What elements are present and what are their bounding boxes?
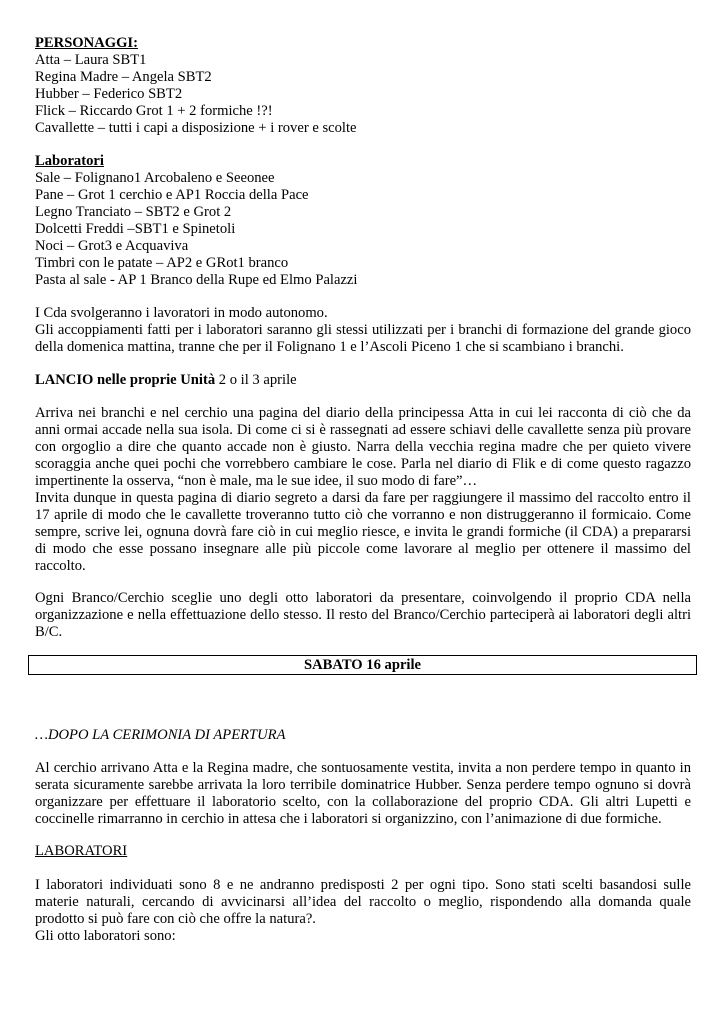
laboratori-line: Sale – Folignano1 Arcobaleno e Seeonee [35,170,275,186]
diario-line: scoraggia anche quei pochi che vorrebbero cambiare le cose. Parla nel diario di Flik e di come questo ragazzo [35,456,691,472]
diario-line: impertinente la osserva, “non è male, ma le sue idee, il suo modo di fare”… [35,473,478,489]
personaggi-line: Regina Madre – Angela SBT2 [35,69,212,85]
laboratori-line: Pane – Grot 1 cerchio e AP1 Roccia della Pace [35,187,309,203]
lancio-line [35,372,691,389]
laboratori-line: Timbri con le patate – AP2 e GRot1 branco [35,255,289,271]
cerchio-line: serata sicuramente sarebbe arrivata la loro terribile dominatrice Hubber. Senza perdere tempo ognuno si dovrà [35,777,691,793]
invito-line: raccolto. [35,558,86,574]
sabato-heading-box: SABATO 16 aprile [28,655,697,675]
diario-paragraph [35,405,691,490]
personaggi-section [35,35,691,137]
diario-line: con orgoglio a dire che quanto accade non è giusto. Narra della vecchia regina madre che per quieto vivere [35,439,691,455]
cda-line: I Cda svolgeranno i lavoratori in modo autonomo. [35,305,328,321]
cerchio-line: Al cerchio arrivano Atta e la Regina madre, che sontuosamente vestita, invita a non perdere tempo in quanto in [35,760,691,776]
cda-paragraph [35,305,691,356]
branco-line: Ogni Branco/Cerchio sceglie uno degli otto laboratori da presentare, coinvolgendo il proprio CDA nella [35,590,691,606]
personaggi-line: Hubber – Federico SBT2 [35,86,183,102]
cerchio-paragraph [35,760,691,828]
diario-line: Arriva nei branchi e nel cerchio una pagina del diario della principessa Atta in cui lei racconta di ciò che da [35,405,691,421]
personaggi-line: Atta – Laura SBT1 [35,52,147,68]
laboratori-line: Pasta al sale - AP 1 Branco della Rupe ed Elmo Palazzi [35,272,358,288]
individuati-paragraph [35,877,691,945]
laboratori-line: Dolcetti Freddi –SBT1 e Spinetoli [35,221,236,237]
individuati-line: Gli otto laboratori sono: [35,928,176,944]
lancio-dates: 2 o il 3 aprile [215,372,297,388]
personaggi-line: Cavallette – tutti i capi a disposizione + i rover e scolte [35,120,357,136]
branco-line: organizzazione e nella effettuazione dello stesso. Il resto del Branco/Cerchio parteciperà ai laboratori degli altri [35,607,691,623]
laboratori-caps-heading: LABORATORI [35,843,128,859]
cerchio-line: organizzare per effettuare il laboratorio scelto, con la collaborazione del proprio CDA. Gli altri Lupetti e [35,794,691,810]
invito-paragraph [35,490,691,575]
laboratori-line: Noci – Grot3 e Acquaviva [35,238,189,254]
cda-line: della domenica mattina, tranne che per il Folignano 1 e l’Ascoli Piceno 1 che si scambiano i branchi. [35,339,624,355]
laboratori-heading: Laboratori [35,153,104,169]
personaggi-heading: PERSONAGGI: [35,35,138,51]
cerchio-line: coccinelle rimarranno in cerchio in attesa che i laboratori si organizzino, con l’animazione di due formiche. [35,811,662,827]
invito-line: 17 aprile di modo che le cavallette troveranno tutto ciò che vorranno e non distruggeranno il formicaio. Come [35,507,691,523]
invito-line: sempre, scrive lei, ognuna dovrà fare ciò in cui meglio riesce, e invita le grandi formiche (il CDA) a prepararsi [35,524,691,540]
cda-line: Gli accoppiamenti fatti per i laboratori saranno gli stessi utilizzati per i branchi di formazione del grande gioco [35,322,691,338]
diario-line: anni ormai accade nella sua isola. Di come ci si è rassegnati ad essere schiavi delle cavallette senza più provare [35,422,691,438]
laboratori-caps-section [35,843,691,860]
invito-line: di modo che esse possano insegnare alle più piccole come lavorare al meglio per ottenere il massimo del [35,541,691,557]
laboratori-line: Legno Tranciato – SBT2 e Grot 2 [35,204,232,220]
personaggi-line: Flick – Riccardo Grot 1 + 2 formiche !?! [35,103,273,119]
branco-paragraph [35,590,691,641]
lancio-title: LANCIO nelle proprie Unità [35,372,216,388]
laboratori-section [35,153,691,289]
individuati-line: prodotto si può fare con ciò che offre la natura?. [35,911,316,927]
dopo-cerimonia-heading: …DOPO LA CERIMONIA DI APERTURA [35,727,286,743]
dopo-cerimonia-section [35,727,691,744]
branco-line: B/C. [35,624,63,640]
individuati-line: materie naturali, cercando di avvicinarsi all’idea del raccolto o meglio, rispondendo alla domanda quale [35,894,691,910]
invito-line: Invita dunque in questa pagina di diario segreto a darsi da fare per raggiungere il massimo del raccolto entro il [35,490,691,506]
individuati-line: I laboratori individuati sono 8 e ne andranno predisposti 2 per ogni tipo. Sono stati scelti basandosi sulle [35,877,691,893]
